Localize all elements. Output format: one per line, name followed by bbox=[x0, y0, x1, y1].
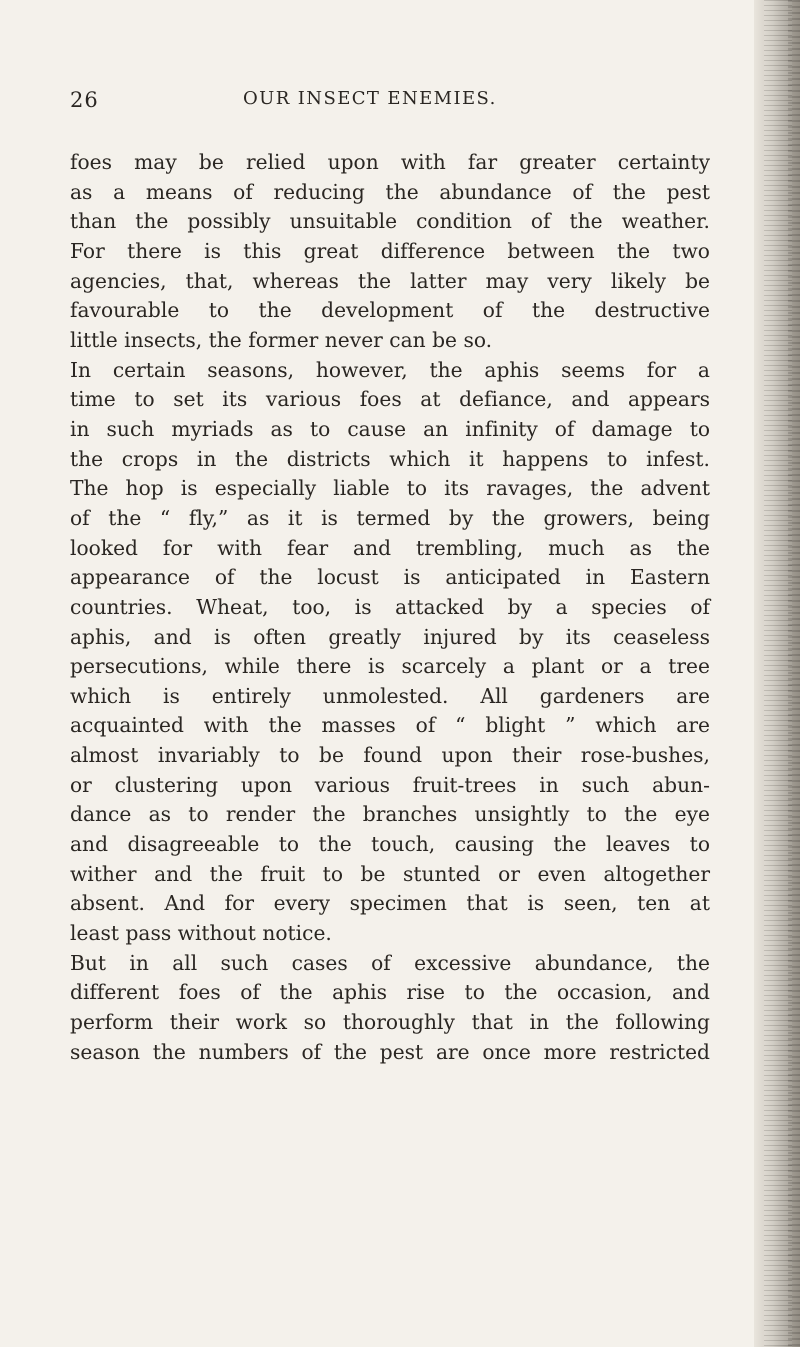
text-line: season the numbers of the pest are once more restricted bbox=[70, 1039, 710, 1064]
text-line: different foes of the aphis rise to the occasion, and bbox=[70, 980, 710, 1005]
text-line: which is entirely unmolested. All gardeners are bbox=[70, 683, 710, 708]
text-line: In certain seasons, however, the aphis seems for a bbox=[70, 357, 710, 382]
text-line: The hop is especially liable to its ravages, the advent bbox=[70, 476, 710, 501]
text-line: as a means of reducing the abundance of the pest bbox=[70, 179, 710, 204]
text-line: But in all such cases of excessive abundance, the bbox=[70, 950, 710, 975]
text-line: or clustering upon various fruit-trees in such abun- bbox=[70, 772, 710, 797]
text-line: time to set its various foes at defiance, and appears bbox=[70, 387, 710, 412]
text-line: dance as to render the branches unsightly to the eye bbox=[70, 802, 710, 827]
text-line: absent. And for every specimen that is seen, ten at bbox=[70, 891, 710, 916]
text-line: aphis, and is often greatly injured by its ceaseless bbox=[70, 624, 710, 649]
text-line: than the possibly unsuitable condition of the weather. bbox=[70, 209, 710, 234]
text-line: foes may be relied upon with far greater certainty bbox=[70, 150, 710, 174]
text-line: in such myriads as to cause an infinity of damage to bbox=[70, 416, 710, 441]
text-line: and disagreeable to the touch, causing the leaves to bbox=[70, 832, 710, 857]
text-line: favourable to the development of the destructive bbox=[70, 298, 710, 323]
body-text bbox=[70, 148, 710, 1067]
page-number: 26 bbox=[70, 88, 99, 112]
text-line: appearance of the locust is anticipated in Eastern bbox=[70, 565, 710, 590]
text-line: perform their work so thoroughly that in the following bbox=[70, 1010, 710, 1035]
text-line: least pass without notice. bbox=[70, 921, 332, 946]
text-line: little insects, the former never can be so. bbox=[70, 327, 493, 352]
text-line: the crops in the districts which it happens to infest. bbox=[70, 446, 710, 471]
text-line: of the “ fly,” as it is termed by the growers, being bbox=[70, 505, 710, 530]
text-line: acquainted with the masses of “ blight ” which are bbox=[70, 713, 710, 738]
page-header bbox=[70, 88, 710, 118]
text-line: wither and the fruit to be stunted or even altogether bbox=[70, 861, 710, 886]
text-line: countries. Wheat, too, is attacked by a species of bbox=[70, 594, 710, 619]
text-line: almost invariably to be found upon their rose-bushes, bbox=[70, 743, 710, 768]
text-line: looked for with fear and trembling, much as the bbox=[70, 535, 710, 560]
text-line: agencies, that, whereas the latter may very likely be bbox=[70, 268, 710, 293]
text-line: For there is this great difference between the two bbox=[70, 238, 710, 263]
text-line: persecutions, while there is scarcely a plant or a tree bbox=[70, 654, 710, 679]
running-title: OUR INSECT ENEMIES. bbox=[243, 88, 497, 109]
page-edge-texture bbox=[764, 0, 792, 1347]
